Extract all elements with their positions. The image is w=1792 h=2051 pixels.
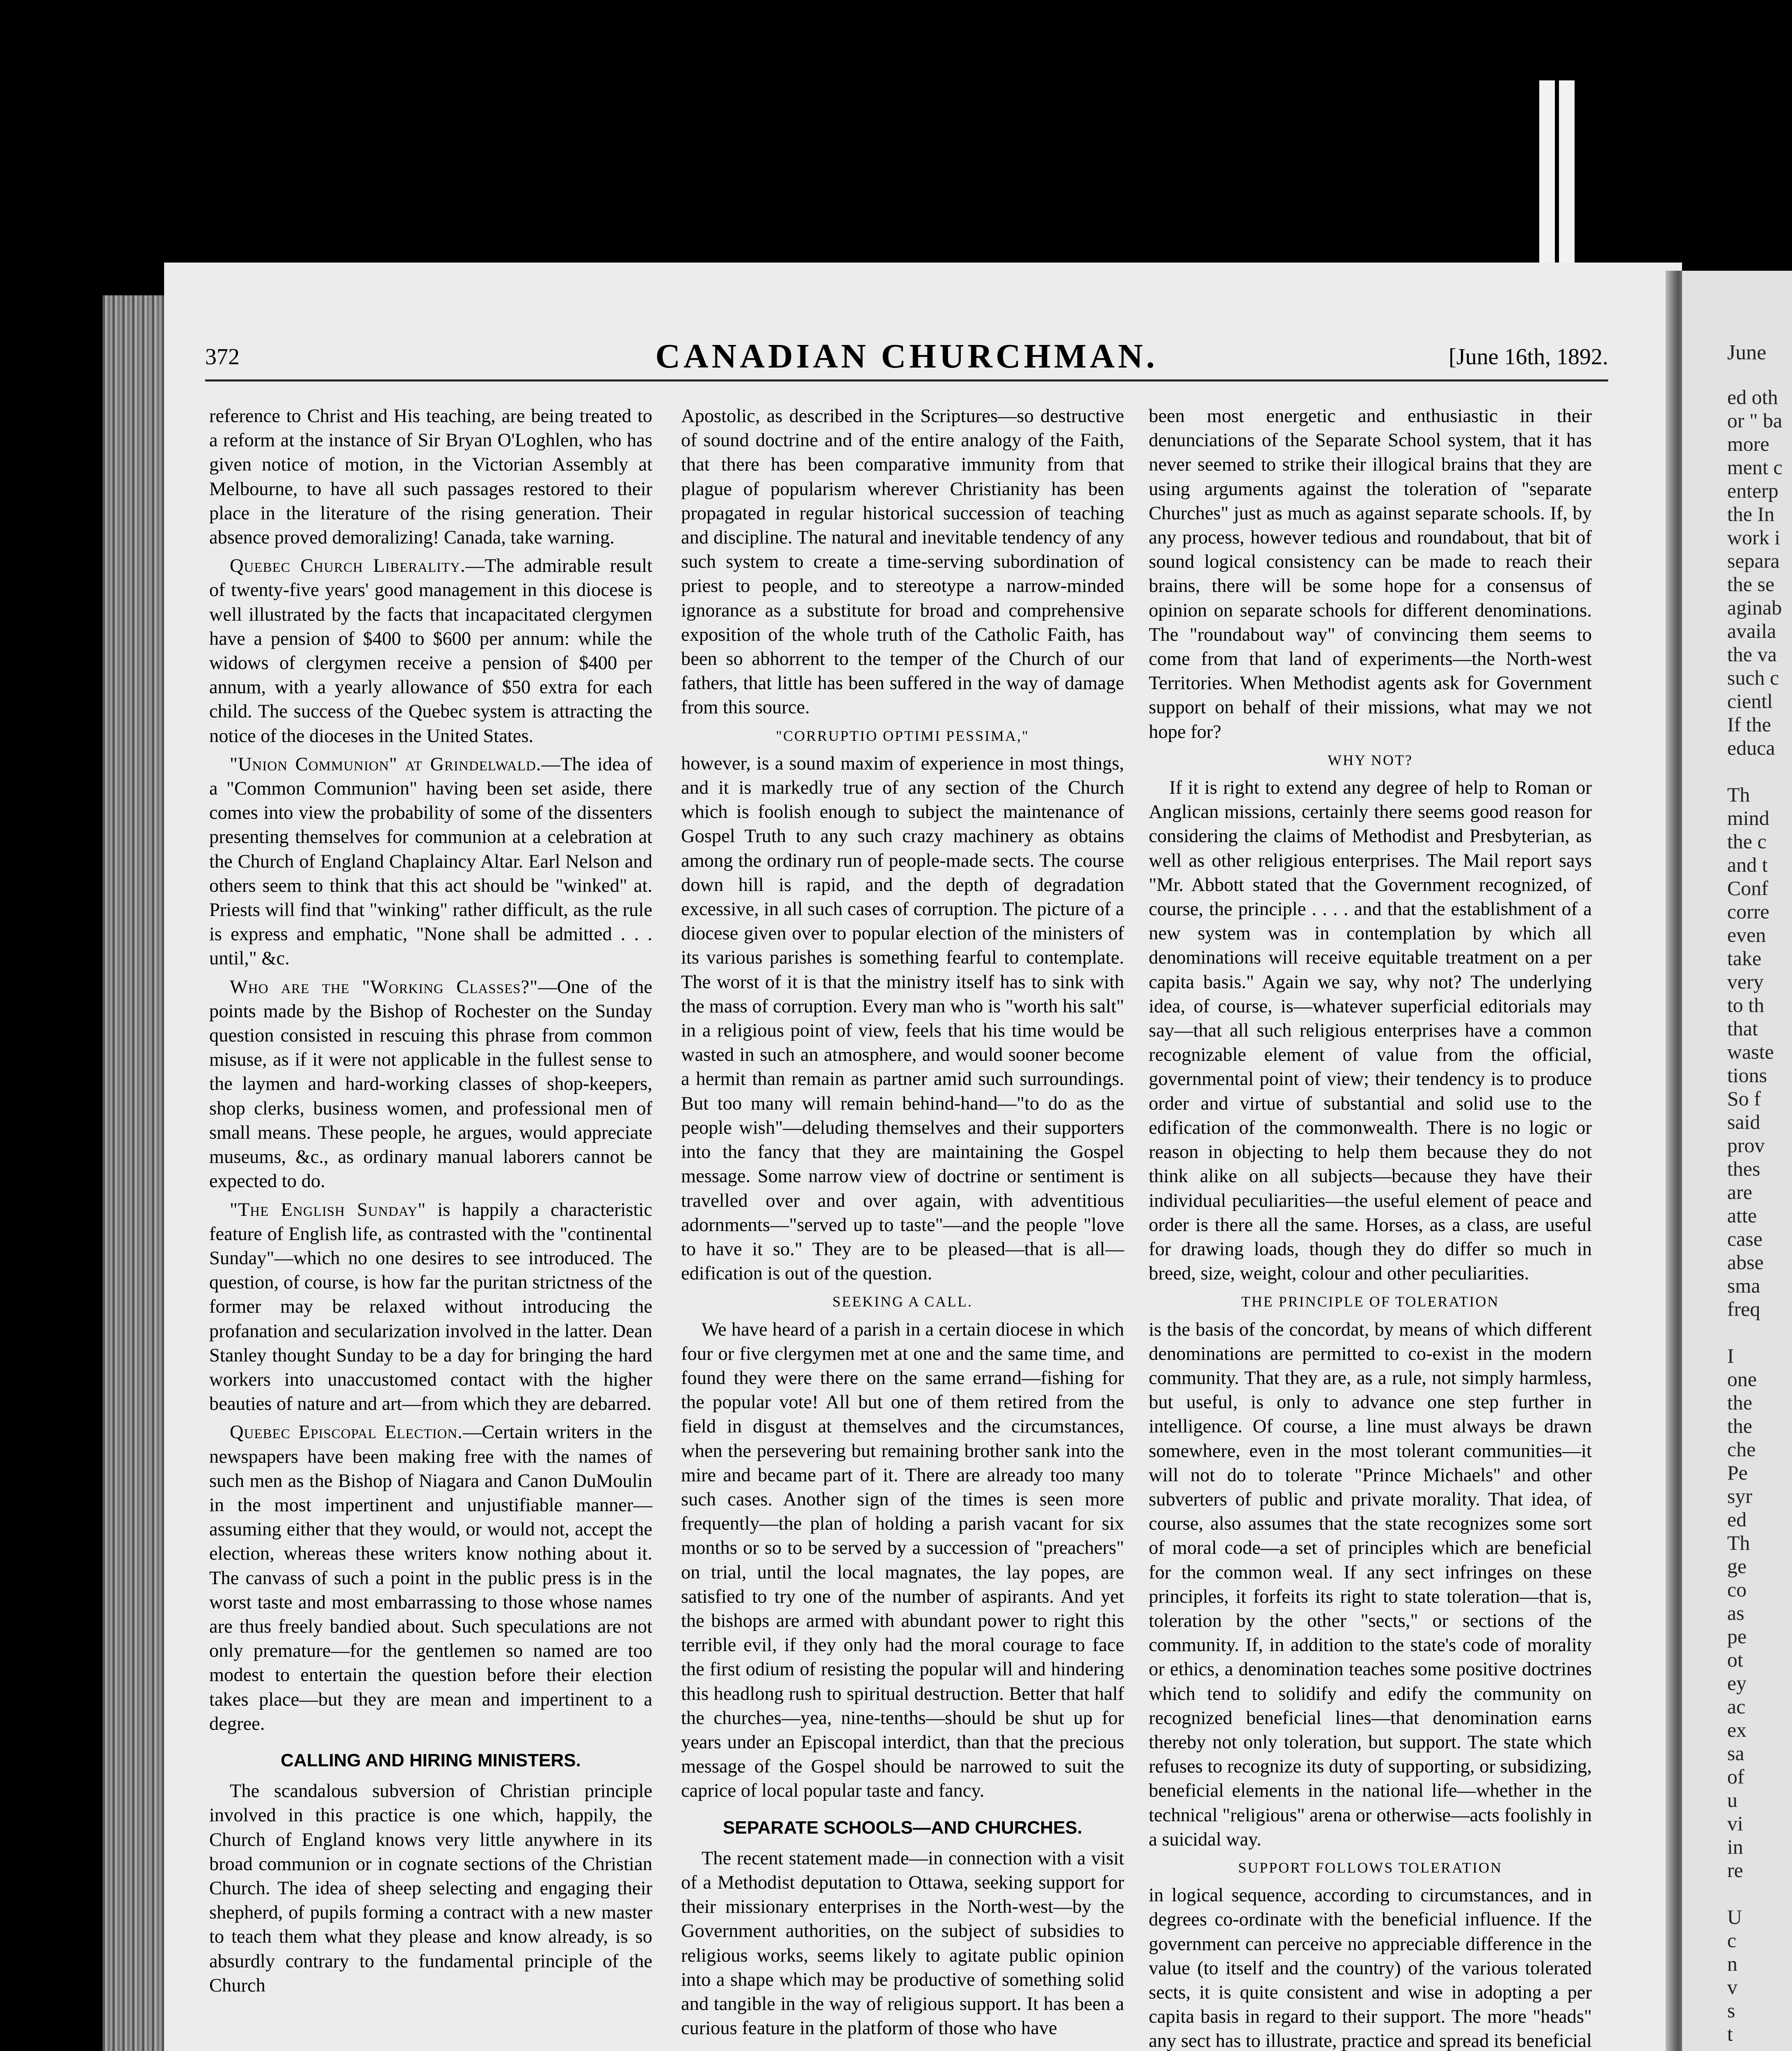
paragraph: however, is a sound maxim of experience in most things, and it is markedly true of any section of the Church which is foolish enough to subject the maintenance of Gospel Truth to any such crazy machinery as obtains among the ordinary run of people-made sects. The course down hill is rapid, and the depth of degradation excessive, in all such cases of corruption. The picture of a diocese given over to popular election of the ministers of its various parishes is something fearful to contemplate. The worst of it is that the ministry itself has to sink with the mass of corruption. Every man who is "worth his salt" in a religious point of view, feels that his time would be wasted in such an atmosphere, and would sooner become a hermit than remain as partner amid such surroundings. But too many will remain behind-hand—"to do as the people wish"—deluding themselves and their supporters into the fancy that they are maintaining the Gospel message. Some narrow view of doctrine or sentiment is travelled over and over again, with adventitious adornments—"served up to taste"—and the people "love to have it so." They are to be pleased—that is all—edification is out of the question. [681, 753, 1124, 1284]
facing-page-line: such c [1727, 666, 1779, 689]
facing-page-line: prov [1727, 1134, 1765, 1157]
facing-page-line: ac [1727, 1695, 1746, 1718]
facing-page-line: c [1727, 1929, 1737, 1952]
subheading: SEEKING A CALL. [832, 1293, 973, 1310]
facing-page-line: and t [1727, 853, 1768, 876]
facing-page-line: waste [1727, 1040, 1774, 1063]
facing-page-line: u [1727, 1788, 1737, 1811]
facing-page-line: Th [1727, 783, 1750, 806]
paragraph: The recent statement made—in connection with a visit of a Methodist deputation to Ottawa, seeking support for their missionary enterprises in the North-west—by the Government authorities, on the subject of subsidies to religious works, seems likely to agitate public opinion into a shape which may be productive of something solid and tangible in the way of religious support. It has been a curious feature in the platform of those who have [681, 1848, 1124, 2039]
facing-page-line: cientl [1727, 690, 1773, 713]
facing-page-line: I [1727, 1344, 1734, 1367]
subheading: THE PRINCIPLE OF TOLERATION [1241, 1293, 1499, 1310]
paragraph: "Union Communion" at Grindelwald.—The idea of a "Common Communion" having been set aside, there comes into view the probability of some of the dissenters presenting themselves for communion at a celebration at the Church of England Chaplaincy Altar. Earl Nelson and others seem to think that this act should be "winked" at. Priests will find that "winking" rather difficult, as the rule is express and emphatic, "None shall be admitted . . . until," &c. [209, 754, 652, 969]
facing-page-line: case [1727, 1227, 1763, 1250]
paragraph-title: Who are the "Working Classes?" [230, 976, 538, 998]
facing-page-heading: June [1727, 341, 1767, 364]
facing-page-line: abse [1727, 1251, 1764, 1274]
facing-page-line: vi [1727, 1812, 1743, 1835]
facing-page-line: Th [1727, 1531, 1750, 1554]
article-heading: CALLING AND HIRING MINISTERS. [281, 1750, 581, 1770]
paragraph: is the basis of the concordat, by means of which different denominations are permitted to co-exist in the modern community. That they are, as a rule, not simply harmless, but useful, is only to advance one step further in intelligence. Of course, a line must always be drawn somewhere, even in the most tolerant communities—it will not do to tolerate "Prince Michaels" and other subverters of public and private morality. That idea, of course, also assumes that the state recognizes some sort of moral code—a set of principles which are beneficial for the common weal. If any sect infringes on these principles, it forfeits its right to state toleration—that is, toleration by the other "sects," or sections of the community. If, in addition to the state's code of morality or ethics, a denomination teaches some positive doctrines which tend to solidify and edify the community on recognized beneficial lines—that denomination earns thereby not only toleration, but support. The state which refuses to recognize its duty of supporting, or subsidizing, beneficial elements in the national life—whether in the technical "religious" arena or otherwise—acts foolishly in a suicidal way. [1149, 1319, 1592, 1850]
paragraph-title: "The English Sunday" [230, 1199, 426, 1220]
facing-page-line: co [1727, 1578, 1747, 1601]
paragraph: reference to Christ and His teaching, are being treated to a reform at the instance of Sir Bryan O'Loghlen, who has given notice of motion, in the Victorian Assembly at Melbourne, to have all such passages restored to their place in the literature of the rising generation. Their absence proved demoralizing! Canada, take warning. [209, 406, 652, 548]
paragraph: We have heard of a parish in a certain diocese in which four or five clergymen met at one and the same time, and found they were there on the same errand—fishing for the popular vote! All but one of them retired from the field in disgust at themselves and the circumstances, when the persevering but remaining brother sank into the mire and became part of it. There are already too many such cases. Another sign of the times is seen more frequently—the plan of holding a parish vacant for six months or so to be served by a succession of "preachers" on trial, until the local magnates, the lay popes, are satisfied to try one of the number of aspirants. And yet the bishops are armed with abundant power to right this terrible evil, if they only had the moral courage to face the first odium of resisting the popular will and hindering this headlong rush to spiritual destruction. Better that half the churches—yea, nine-tenths—should be shut up for years under an Episcopal interdict, than that the precious message of the Gospel should be narrowed to suit the caprice of local popular taste and fancy. [681, 1319, 1124, 1802]
paragraph: Quebec Church Liberality.—The admirable result of twenty-five years' good management in this diocese is well illustrated by the facts that incapacitated clergymen have a pension of $400 to $600 per annum: while the widows of clergymen receive a pension of $400 per annum, with a yearly allowance of $50 extra for each child. The success of the Quebec system is attracting the notice of the dioceses in the United States. [209, 555, 652, 747]
facing-page-line: If the [1727, 713, 1771, 736]
paragraph-title: Quebec Church Liberality. [230, 555, 466, 577]
facing-page-line: Conf [1727, 877, 1768, 900]
article-heading: SEPARATE SCHOOLS—AND CHURCHES. [723, 1817, 1082, 1838]
facing-page-line: t [1727, 2022, 1733, 2045]
facing-page-line: the va [1727, 643, 1777, 666]
facing-page-line: the [1727, 1414, 1753, 1437]
header-rule [205, 379, 1608, 381]
facing-page-line: sma [1727, 1274, 1760, 1297]
facing-page-line: the In [1727, 502, 1775, 525]
facing-page-line: aginab [1727, 596, 1782, 619]
facing-page-line: as [1727, 1601, 1744, 1624]
paragraph-title: Quebec Episcopal Election. [230, 1422, 463, 1443]
paragraph: been most energetic and enthusiastic in their denunciations of the Separate School system, that it has never seemed to strike their illogical brains that they are using arguments against the toleration of "separate Churches" just as much as against separate schools. If, by any process, however tedious and roundabout, that bit of sound logical consistency can be made to reach their brains, there will be some hope for a consensus of opinion on separate schools for different denominations. The "roundabout way" of convincing them seems to come from that land of experiments—the North-west Territories. When Methodist agents ask for Government support on behalf of their missions, what may we not hope for? [1149, 406, 1592, 742]
facing-page-line: the c [1727, 830, 1767, 853]
facing-page-line: So f [1727, 1087, 1761, 1110]
facing-page-line: ment c [1727, 456, 1783, 479]
page-header [205, 336, 1608, 373]
paragraph: Who are the "Working Classes?"—One of the points made by the Bishop of Rochester on the Sunday question consisted in rescuing this phrase from common misuse, as if it were not applicable in the fullest sense to the laymen and hard-working classes of shop-keepers, shop clerks, business women, and professional men of small means. These people, he argues, would appreciate museums, &c., as ordinary manual laborers cannot be expected to do. [209, 976, 652, 1192]
facing-page-line: ed [1727, 1508, 1747, 1531]
facing-page-line: more [1727, 432, 1769, 455]
facing-page-line: v [1727, 1976, 1737, 1998]
issue-date: [June 16th, 1892. [1449, 344, 1608, 370]
facing-page-line: enterp [1727, 479, 1778, 502]
column-1 [209, 404, 652, 2002]
facing-page-fragment [1682, 271, 1792, 2051]
facing-page-line: sa [1727, 1742, 1744, 1765]
facing-page-line: pe [1727, 1625, 1747, 1648]
facing-page-line: thes [1727, 1157, 1760, 1180]
facing-page-line: re [1727, 1859, 1743, 1882]
facing-page-line: very [1727, 970, 1764, 993]
facing-page-line: syr [1727, 1485, 1753, 1507]
facing-page-line: or " ba [1727, 409, 1783, 432]
facing-page-line: one [1727, 1368, 1757, 1391]
paragraph: "The English Sunday" is happily a characteristic feature of English life, as contrasted with the "continental Sunday"—which no one desires to see introduced. The question, of course, is how far the puritan strictness of the former may be relaxed without introducing the profanation and secularization involved in the latter. Dean Stanley thought Sunday to be a day for bringing the hard workers into unaccustomed contact with the higher beauties of nature and art—from which they are debarred. [209, 1199, 652, 1415]
facing-page-line: ge [1727, 1555, 1747, 1578]
facing-page-line: work i [1727, 526, 1781, 549]
book-page-edges [103, 295, 172, 2051]
paragraph-title: "Union Communion" at Grindelwald. [230, 754, 542, 775]
facing-page-line: freq [1727, 1297, 1760, 1320]
facing-page-line: educa [1727, 736, 1775, 759]
facing-page-line: even [1727, 923, 1766, 946]
facing-page-line: of [1727, 1765, 1744, 1788]
facing-page-line: the se [1727, 573, 1775, 596]
paragraph: Apostolic, as described in the Scriptures—so destructive of sound doctrine and of the entire analogy of the Faith, that there has been comparative immunity from that plague of popularism wherever Christianity has been propagated in regular historical succession of teaching and discipline. The natural and inevitable tendency of any such system to create a time-serving subordination of priest to people, and to stereotype a narrow-minded ignorance as a substitute for broad and comprehensive exposition of the whole truth of the Catholic Faith, has been so abhorrent to the temper of the Church of our fathers, that little has been suffered in the way of damage from this source. [681, 406, 1124, 718]
subheading: "CORRUPTIO OPTIMI PESSIMA," [776, 727, 1029, 744]
facing-page-line: tions [1727, 1064, 1767, 1087]
column-3 [1149, 404, 1592, 2051]
facing-page-line: ex [1727, 1718, 1747, 1741]
paragraph: If it is right to extend any degree of help to Roman or Anglican missions, certainly there seems good reason for considering the claims of Methodist and Presbyterian, as well as other religious enterprises. The Mail report says "Mr. Abbott stated that the Government recognized, of course, the principle . . . . and that the establishment of a new system was in contemplation by which all denominations will receive equitable treatment on a per capita basis." Again we say, why not? The underlying idea, of course, is—whatever superficial editorials may say—that all such religious enterprises have a common recognizable element of value from the official, governmental point of view; their tendency is to produce order and virtue of substantial and solid use to the edification of the commonwealth. There is no logic or reason in objecting to help them because they do not think alike on all subjects—because they have their individual peculiarities—the useful element of peace and order is there all the same. Horses, as a class, are useful for drawing loads, though they do differ so much in breed, size, weight, colour and other peculiarities. [1149, 777, 1592, 1284]
facing-page-line: n [1727, 1952, 1737, 1975]
subheading: SUPPORT FOLLOWS TOLERATION [1238, 1859, 1502, 1876]
facing-page-line: mind [1727, 806, 1769, 829]
facing-page-line: che [1727, 1438, 1756, 1461]
facing-page-line: s [1727, 1999, 1735, 2022]
facing-page-line: corre [1727, 900, 1769, 923]
paragraph: The scandalous subversion of Christian principle involved in this practice is one which, happily, the Church of England knows very little anywhere in its broad communion or in cognate sections of the Christian Church. The idea of sheep selecting and engaging their shepherd, of pupils forming a contract with a new master to teach them what they please and know already, is so absurdly contrary to the fundamental principle of the Church [209, 1781, 652, 1996]
paragraph: in logical sequence, according to circumstances, and in degrees co-ordinate with the beneficial influence. If the government can perceive no appreciable difference in the value (to itself and the country) of the various tolerated sects, it is quite consistent and wise in adopting a per capita basis in regard to their support. The more "heads" any sect has to illustrate, practice and spread its beneficial [1149, 1885, 1592, 2051]
facing-page-line: are [1727, 1181, 1753, 1204]
facing-page-line: that [1727, 1017, 1758, 1040]
facing-page-line: atte [1727, 1204, 1757, 1227]
facing-page-line: separa [1727, 549, 1780, 572]
column-2 [681, 404, 1124, 2044]
facing-page-line: take [1727, 947, 1762, 970]
facing-page-line: ed oth [1727, 386, 1778, 409]
facing-page-line: said [1727, 1110, 1760, 1133]
facing-page-line: ot [1727, 1648, 1743, 1671]
masthead-title: CANADIAN CHURCHMAN. [655, 337, 1158, 375]
facing-page-line: availa [1727, 619, 1776, 642]
page-number: 372 [205, 344, 240, 370]
paragraph: Quebec Episcopal Election.—Certain writers in the newspapers have been making free with the names of such men as the Bishop of Niagara and Canon DuMoulin in the most impertinent and unjustifiable manner—assuming either that they would, or would not, accept the election, whereas these writers know nothing about it. The canvass of such a point in the public press is in the worst taste and most embarrassing to those whose names are thus freely bandied about. Such speculations are not only premature—for the gentlemen so named are too modest to entertain the question before their election takes place—but they are mean and impertinent to a degree. [209, 1422, 653, 1734]
facing-page-line: U [1727, 1905, 1742, 1928]
facing-page-line: Pe [1727, 1461, 1748, 1484]
facing-page-line: in [1727, 1835, 1743, 1858]
facing-page-line: to th [1727, 994, 1765, 1016]
facing-page-line: the [1727, 1391, 1753, 1414]
subheading: WHY NOT? [1328, 751, 1413, 768]
facing-page-line: ey [1727, 1672, 1747, 1695]
